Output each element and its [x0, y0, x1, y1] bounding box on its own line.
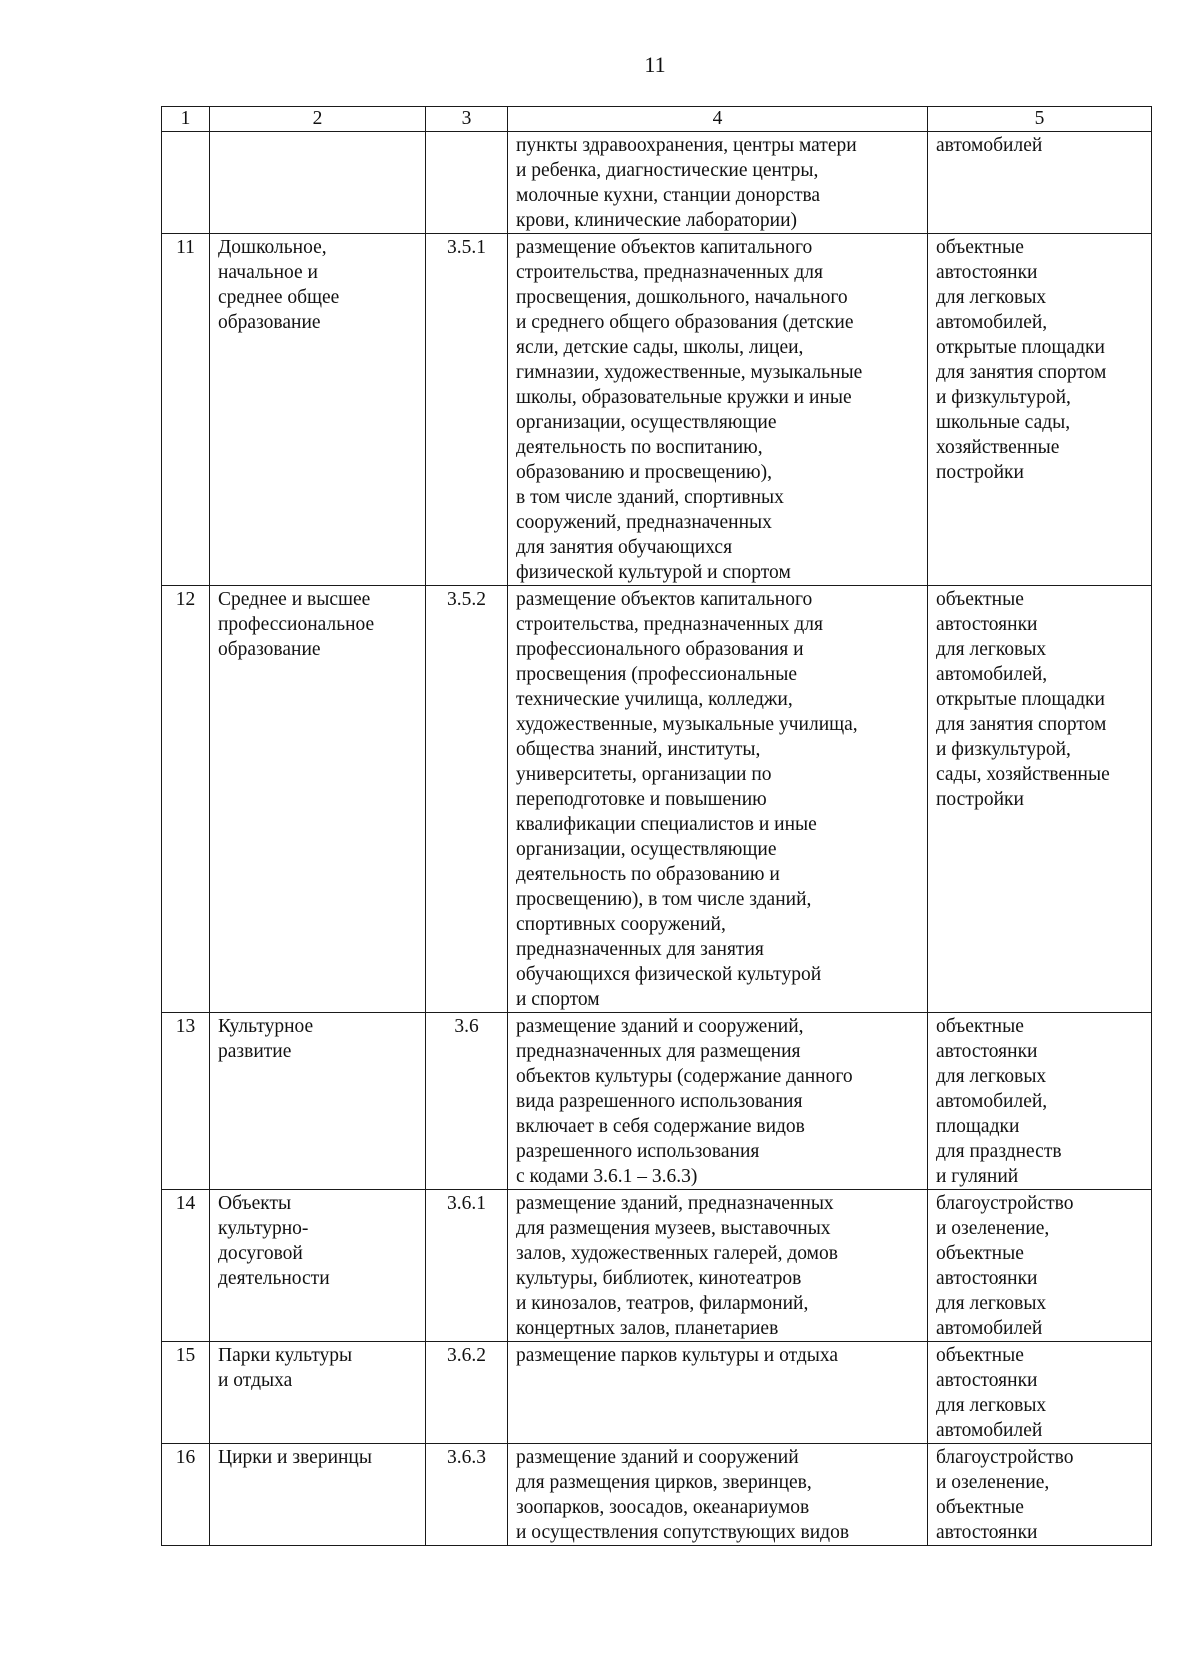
use-type-code: 3.6.2 — [426, 1342, 508, 1444]
use-type-code: 3.5.1 — [426, 234, 508, 586]
table-row — [162, 1342, 1152, 1444]
use-type-description: размещение парков культуры и отдыха — [508, 1342, 928, 1444]
header-col-5: 5 — [928, 107, 1152, 132]
use-type-code — [426, 132, 508, 234]
row-number: 15 — [162, 1342, 210, 1444]
use-type-name: Парки культуры и отдыха — [210, 1342, 426, 1444]
use-type-description: размещение зданий, предназначенных для размещения музеев, выставочных залов, художественных галерей, домов культуры, библиотек, кинотеатров и кинозалов, театров, филармоний, концертных залов, планетариев — [508, 1190, 928, 1342]
auxiliary-uses: благоустройство и озеленение, объектные автостоянки для легковых автомобилей — [928, 1190, 1152, 1342]
auxiliary-uses: объектные автостоянки для легковых автомобилей, площадки для празднеств и гуляний — [928, 1013, 1152, 1190]
row-number: 16 — [162, 1444, 210, 1546]
use-type-name: Среднее и высшее профессиональное образование — [210, 586, 426, 1013]
use-type-name — [210, 132, 426, 234]
row-number: 11 — [162, 234, 210, 586]
auxiliary-uses: автомобилей — [928, 132, 1152, 234]
row-number — [162, 132, 210, 234]
row-number: 12 — [162, 586, 210, 1013]
use-type-code: 3.6.3 — [426, 1444, 508, 1546]
header-col-1: 1 — [162, 107, 210, 132]
table-row — [162, 1013, 1152, 1190]
use-type-description: размещение зданий и сооружений для размещения цирков, зверинцев, зоопарков, зоосадов, океанариумов и осуществления сопутствующих видов — [508, 1444, 928, 1546]
table-row — [162, 1190, 1152, 1342]
table-row — [162, 234, 1152, 586]
table-row — [162, 132, 1152, 234]
use-type-description: размещение зданий и сооружений, предназначенных для размещения объектов культуры (содержание данного вида разрешенного использования включает в себя содержание видов разрешенного использования с кодами 3.6.1 – 3.6.3) — [508, 1013, 928, 1190]
use-type-name: Дошкольное, начальное и среднее общее образование — [210, 234, 426, 586]
table-row — [162, 586, 1152, 1013]
use-type-description: размещение объектов капитального строительства, предназначенных для просвещения, дошкольного, начального и среднего общего образования (детские ясли, детские сады, школы, лицеи, гимназии, художественные, музыкальные школы, образовательные кружки и иные организации, осуществляющие деятельность по воспитанию, образованию и просвещению), в том числе зданий, спортивных сооружений, предназначенных для занятия обучающихся физической культурой и спортом — [508, 234, 928, 586]
page-number: 11 — [644, 52, 666, 77]
table-row — [162, 1444, 1152, 1546]
header-col-2: 2 — [210, 107, 426, 132]
auxiliary-uses: благоустройство и озеленение, объектные автостоянки — [928, 1444, 1152, 1546]
header-col-3: 3 — [426, 107, 508, 132]
row-number: 14 — [162, 1190, 210, 1342]
use-type-code: 3.6 — [426, 1013, 508, 1190]
use-type-name: Объекты культурно- досуговой деятельности — [210, 1190, 426, 1342]
use-type-code: 3.5.2 — [426, 586, 508, 1013]
auxiliary-uses: объектные автостоянки для легковых автомобилей, открытые площадки для занятия спортом и физкультурой, школьные сады, хозяйственные постройки — [928, 234, 1152, 586]
header-col-4: 4 — [508, 107, 928, 132]
row-number: 13 — [162, 1013, 210, 1190]
auxiliary-uses: объектные автостоянки для легковых автомобилей, открытые площадки для занятия спортом и физкультурой, сады, хозяйственные постройки — [928, 586, 1152, 1013]
land-use-table — [161, 106, 1152, 1546]
use-type-code: 3.6.1 — [426, 1190, 508, 1342]
use-type-name: Культурное развитие — [210, 1013, 426, 1190]
auxiliary-uses: объектные автостоянки для легковых автомобилей — [928, 1342, 1152, 1444]
use-type-description: размещение объектов капитального строительства, предназначенных для профессионального образования и просвещения (профессиональные технические училища, колледжи, художественные, музыкальные училища, общества знаний, институты, университеты, организации по переподготовке и повышению квалификации специалистов и иные организации, осуществляющие деятельность по образованию и просвещению), в том числе зданий, спортивных сооружений, предназначенных для занятия обучающихся физической культурой и спортом — [508, 586, 928, 1013]
use-type-name: Цирки и зверинцы — [210, 1444, 426, 1546]
use-type-description: пункты здравоохранения, центры матери и ребенка, диагностические центры, молочные кухни, станции донорства крови, клинические лаборатории) — [508, 132, 928, 234]
header-row — [162, 107, 1152, 132]
